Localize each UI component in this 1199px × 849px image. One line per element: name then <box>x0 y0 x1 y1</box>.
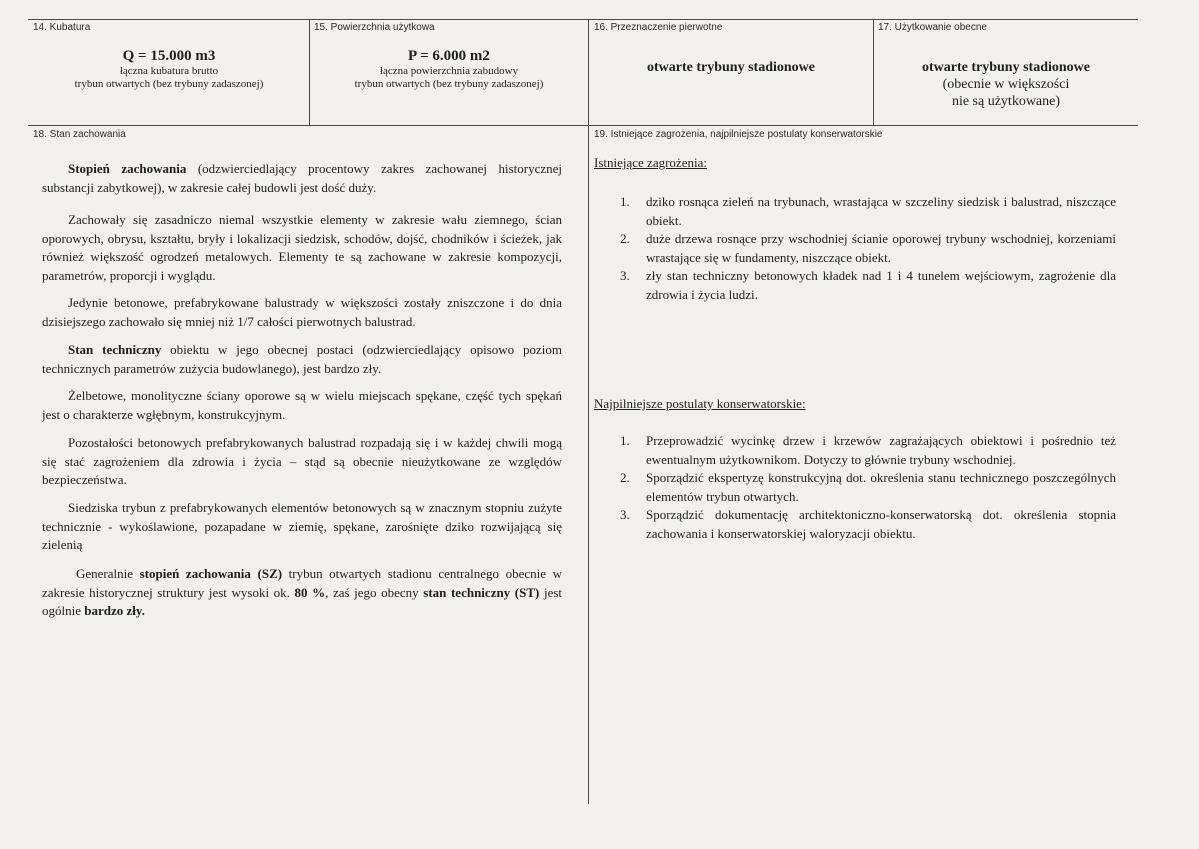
list-item: 2. duże drzewa rosnące przy wschodniej ścianie oporowej trybuny wschodniej, korzeniami wrastające się w fundamenty, niszczące obiekt. <box>620 231 1116 265</box>
table-top-border <box>28 19 1138 20</box>
postulates-heading: Najpilniejsze postulaty konserwatorskie: <box>594 396 806 411</box>
powierzchnia-value: P = 6.000 m2 <box>408 48 490 64</box>
kubatura-desc-2: trybun otwartych (bez trybuny zadaszonej) <box>74 78 264 90</box>
column-divider-2 <box>588 19 589 804</box>
list-item: 1. dziko rosnąca zieleń na trybunach, wrastająca w szczeliny siedzisk i balustrad, niszczące obiekt. <box>620 194 1116 228</box>
header-row-bottom-border <box>28 125 1138 126</box>
uzytkowanie-value: otwarte trybuny stadionowe <box>922 60 1090 75</box>
section-label: 19. Istniejące zagrożenia, najpilniejsze postulaty konserwatorskie <box>594 129 883 140</box>
paragraph-pozostalosci-balustrad: Pozostałości betonowych prefabrykowanych balustrad rozpadają się i w każdej chwili mogą się stać zagrożeniem dla zdrowia i życia – stąd są obecnie nieużytkowane ze względów bezpieczeństwa. <box>42 435 562 487</box>
list-item: 1. Przeprowadzić wycinkę drzew i krzewów zagrażających obiektowi i pośrednio też ewentualnym użytkownikom. Dotyczy to głównie trybuny wschodniej. <box>620 433 1116 467</box>
powierzchnia-desc-2: trybun otwartych (bez trybuny zadaszonej) <box>354 78 544 90</box>
cell-label: 15. Powierzchnia użytkowa <box>314 22 435 33</box>
threats-list <box>608 193 1116 304</box>
list-item: 3. Sporządzić dokumentację architektoniczno-konserwatorską dot. określenia stopnia zachowania i konserwatorskiej waloryzacji obiektu. <box>620 507 1116 541</box>
paragraph-zachowane-elementy: Zachowały się zasadniczo niemal wszystkie elementy w zakresie wału ziemnego, ścian oporowych, obrysu, kształtu, bryły i lokalizacji siedzisk, schodów, dojść, chodników i ścieżek, jak również większość ogrodzeń metalowych. Elementy te są zachowane w zakresie kompozycji, parametrów, proporcji i wyglądu. <box>42 212 562 283</box>
paragraph-podsumowanie: Generalnie stopień zachowania (SZ) trybun otwartych stadionu centralnego obecnie w zakresie historycznej struktury jest wysoki ok. 80 %, zaś jego obecny stan techniczny (ST) jest ogólnie bardzo zły. <box>42 566 563 618</box>
paragraph-stopien-zachowania: Stopień zachowania (odzwierciedlający procentowy zakres zachowanej historycznej substancji zabytkowej), w zakresie całej budowli jest dość duży. <box>42 161 562 195</box>
list-item: 3. zły stan techniczny betonowych kładek nad 1 i 4 tunelem wejściowym, zagrożenie dla zdrowia i życia ludzi. <box>620 268 1116 302</box>
kubatura-desc-1: łączna kubatura brutto <box>119 65 219 77</box>
paragraph-balustrady: Jedynie betonowe, prefabrykowane balustrady w większości zostały zniszczone i do dnia dzisiejszego zachowało się mniej niż 1/7 całości pierwotnych balustrad. <box>42 295 562 329</box>
threats-heading: Istniejące zagrożenia: <box>594 155 707 170</box>
powierzchnia-desc-1: łączna powierzchnia zabudowy <box>379 65 519 77</box>
przeznaczenie-value: otwarte trybuny stadionowe <box>647 60 815 75</box>
paragraph-siedziska: Siedziska trybun z prefabrykowanych elementów betonowych są w znacznym stopniu zużyte technicznie - wykoślawione, pozapadane w ziemię, spękane, zarośnięte dziko rozwijającą się zielenią <box>42 500 562 552</box>
section-label: 18. Stan zachowania <box>33 129 126 140</box>
postulates-list <box>608 432 1116 543</box>
cell-label: 17. Użytkowanie obecne <box>878 22 987 33</box>
paragraph-sciany-oporowe: Żelbetowe, monolityczne ściany oporowe są w wielu miejscach spękane, część tych spękań jest o charakterze wgłębnym, konstrukcyjnym. <box>42 388 562 422</box>
paragraph-stan-techniczny: Stan techniczny obiektu w jego obecnej postaci (odzwierciedlający opisowo poziom technicznych parametrów zużycia budowlanego), jest bardzo zły. <box>42 342 562 376</box>
list-item: 2. Sporządzić ekspertyzę konstrukcyjną dot. określenia stanu technicznego poszczególnych elementów trybun otwartych. <box>620 470 1116 504</box>
uzytkowanie-desc-2: nie są użytkowane) <box>951 94 1061 109</box>
kubatura-value: Q = 15.000 m3 <box>122 48 216 64</box>
cell-label: 16. Przeznaczenie pierwotne <box>594 22 723 33</box>
cell-label: 14. Kubatura <box>33 22 91 33</box>
uzytkowanie-desc-1: (obecnie w większości <box>942 77 1070 92</box>
